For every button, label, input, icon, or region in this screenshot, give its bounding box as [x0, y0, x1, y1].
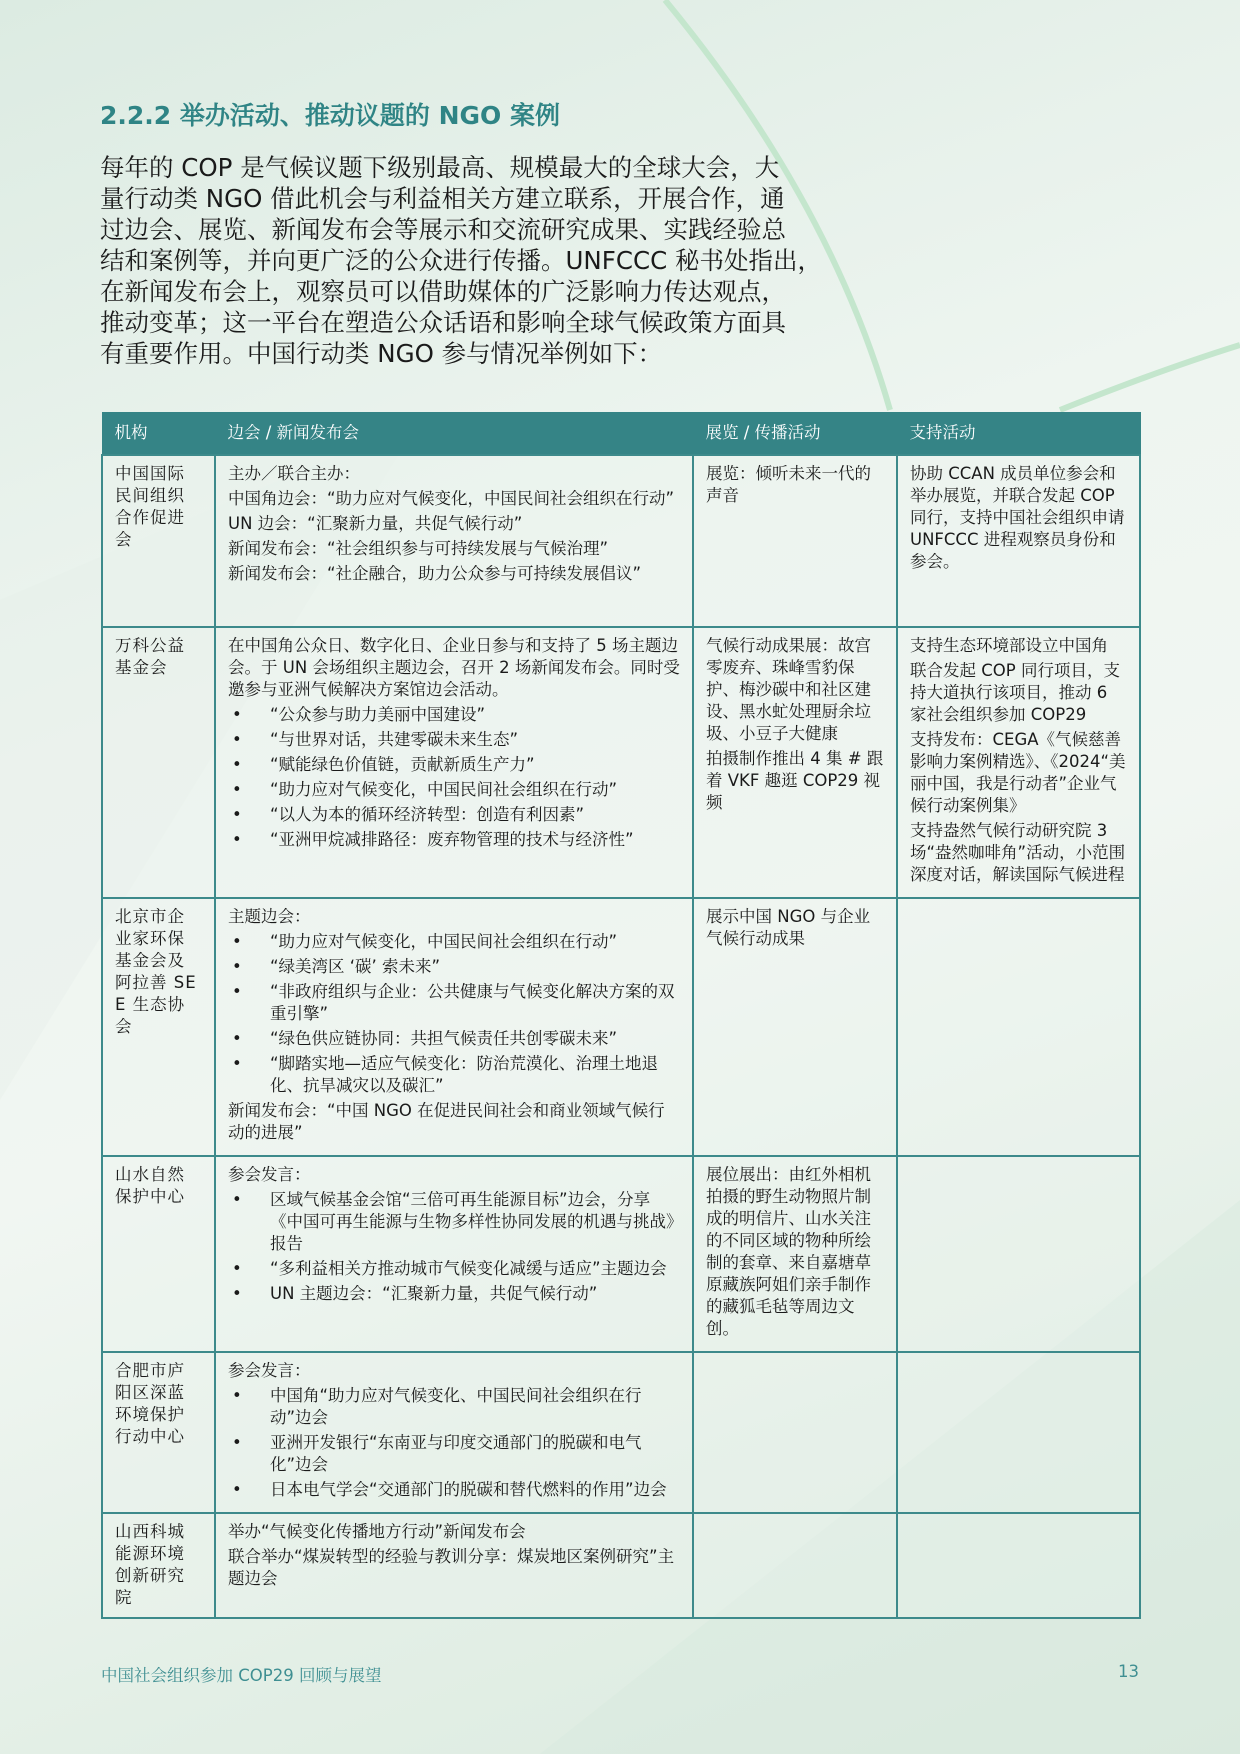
cell-support: [897, 627, 1140, 898]
table-row: [102, 1513, 1140, 1618]
event-bullet-item: [228, 704, 680, 726]
bullet-icon: •: [232, 982, 242, 1001]
bullet-icon: •: [232, 1284, 242, 1303]
support-paragraph: 支持发布：CEGA《气候慈善影响力案例精选》、《2024“美丽中国，我是行动者”企业气候行动案例集》: [910, 730, 1126, 815]
event-bullet-item: [228, 1189, 680, 1255]
exhibition-paragraph: 气候行动成果展：故宫零废弃、珠峰雪豹保护、梅沙碳中和社区建设、黑水虻处理厨余垃圾、小豆子大健康: [706, 636, 871, 743]
cell-org: 合肥市庐阳区深蓝环境保护行动中心: [102, 1352, 215, 1513]
event-paragraph: 举办“气候变化传播地方行动”新闻发布会: [228, 1522, 526, 1541]
event-bullet-item: [228, 1479, 680, 1501]
cell-org: 万科公益基金会: [102, 627, 215, 898]
event-bullet-item: [228, 931, 680, 953]
bullet-text: 亚洲开发银行“东南亚与印度交通部门的脱碳和电气化”边会: [270, 1433, 642, 1474]
exhibition-paragraph: 展示中国 NGO 与企业气候行动成果: [706, 907, 871, 948]
event-bullet-item: [228, 956, 680, 978]
event-paragraph: 参会发言：: [228, 1361, 311, 1380]
table-row: [102, 1156, 1140, 1352]
intro-line: 结和案例等，并向更广泛的公众进行传播。UNFCCC 秘书处指出，: [100, 246, 822, 275]
cell-events: [215, 1513, 693, 1618]
support-paragraph: 协助 CCAN 成员单位参会和举办展览，并联合发起 COP 同行，支持中国社会组织申请 UNFCCC 进程观察员身份和参会。: [910, 464, 1125, 571]
intro-paragraph: [100, 152, 820, 369]
bullet-text: 中国角“助力应对气候变化、中国民间社会组织在行动”边会: [270, 1386, 642, 1427]
table-row: [102, 898, 1140, 1156]
cell-events: [215, 627, 693, 898]
event-bullet-item: [228, 779, 680, 801]
bullet-icon: •: [232, 1029, 242, 1048]
bullet-icon: •: [232, 1386, 242, 1405]
bullet-text: “绿美湾区 ‘碳’ 索未来”: [270, 957, 441, 976]
bullet-text: “非政府组织与企业：公共健康与气候变化解决方案的双重引擎”: [270, 982, 675, 1023]
page-number: 13: [1118, 1662, 1139, 1681]
event-paragraph: 参会发言：: [228, 1165, 311, 1184]
event-bullet-item: [228, 829, 680, 851]
bullet-text: 日本电气学会“交通部门的脱碳和替代燃料的作用”边会: [270, 1480, 667, 1499]
cell-support: [897, 1352, 1140, 1513]
bullet-text: “脚踏实地—适应气候变化：防治荒漠化、治理土地退化、抗旱减灾以及碳汇”: [270, 1054, 659, 1095]
header-org: 机构: [102, 412, 215, 455]
event-paragraph: 在中国角公众日、数字化日、企业日参与和支持了 5 场主题边会。于 UN 会场组织主题边会，召开 2 场新闻发布会。同时受邀参与亚洲气候解决方案馆边会活动。: [228, 636, 680, 699]
exhibition-paragraph: 拍摄制作推出 4 集 # 跟着 VKF 趣逛 COP29 视频: [706, 749, 884, 812]
intro-line: 在新闻发布会上，观察员可以借助媒体的广泛影响力传达观点，: [100, 277, 786, 306]
cell-org: 中国国际民间组织合作促进会: [102, 455, 215, 627]
cell-exhibition: [693, 627, 897, 898]
event-bullet-item: [228, 981, 680, 1025]
bullet-icon: •: [232, 805, 242, 824]
bullet-icon: •: [232, 1433, 242, 1452]
event-paragraph: 新闻发布会：“中国 NGO 在促进民间社会和商业领域气候行动的进展”: [228, 1101, 665, 1142]
event-bullet-item: [228, 1432, 680, 1476]
intro-line: 推动变革；这一平台在塑造公众话语和影响全球气候政策方面具: [100, 308, 786, 337]
exhibition-paragraph: 展位展出：由红外相机拍摄的野生动物照片制成的明信片、山水关注的不同区域的物种所绘制的套章、来自嘉塘草原藏族阿姐们亲手制作的藏狐毛毡等周边文创。: [706, 1165, 871, 1338]
bullet-icon: •: [232, 730, 242, 749]
cell-support: [897, 455, 1140, 627]
event-bullet-item: [228, 1385, 680, 1429]
ngo-cases-table: [101, 412, 1141, 1619]
bullet-text: UN 主题边会：“汇聚新力量，共促气候行动”: [270, 1284, 598, 1303]
footer-title: 中国社会组织参加 COP29 回顾与展望: [101, 1666, 382, 1685]
intro-line: 每年的 COP 是气候议题下级别最高、规模最大的全球大会，大: [100, 153, 780, 182]
cell-org: 山西科城能源环境创新研究院: [102, 1513, 215, 1618]
event-paragraph: 新闻发布会：“社会组织参与可持续发展与气候治理”: [228, 539, 609, 558]
cell-events: [215, 455, 693, 627]
table-header-row: [102, 412, 1140, 455]
bullet-icon: •: [232, 830, 242, 849]
event-paragraph: 中国角边会：“助力应对气候变化，中国民间社会组织在行动”: [228, 489, 675, 508]
cell-exhibition: [693, 1156, 897, 1352]
table-row: [102, 455, 1140, 627]
bullet-icon: •: [232, 705, 242, 724]
intro-line: 有重要作用。中国行动类 NGO 参与情况举例如下：: [100, 339, 663, 368]
table-row: [102, 627, 1140, 898]
event-bullet-item: [228, 1053, 680, 1097]
support-paragraph: 支持盎然气候行动研究院 3 场“盎然咖啡角”活动，小范围深度对话，解读国际气候进程: [910, 821, 1126, 884]
cell-exhibition: [693, 455, 897, 627]
bullet-text: “亚洲甲烷减排路径：废弃物管理的技术与经济性”: [270, 830, 634, 849]
section-heading: 2.2.2 举办活动、推动议题的 NGO 案例: [100, 101, 560, 130]
header-events: 边会 / 新闻发布会: [215, 412, 693, 455]
bullet-icon: •: [232, 957, 242, 976]
event-bullet-item: [228, 729, 680, 751]
exhibition-paragraph: 展览：倾听未来一代的声音: [706, 464, 871, 505]
header-exhibition: 展览 / 传播活动: [693, 412, 897, 455]
event-paragraph: 新闻发布会：“社企融合，助力公众参与可持续发展倡议”: [228, 564, 642, 583]
event-bullet-item: [228, 1258, 680, 1280]
bullet-text: “公众参与助力美丽中国建设”: [270, 705, 486, 724]
bullet-text: “以人为本的循环经济转型：创造有利因素”: [270, 805, 585, 824]
bullet-text: “赋能绿色价值链，贡献新质生产力”: [270, 755, 535, 774]
header-support: 支持活动: [897, 412, 1140, 455]
event-bullet-item: [228, 1283, 680, 1305]
table-row: [102, 1352, 1140, 1513]
cell-support: [897, 898, 1140, 1156]
cell-events: [215, 898, 693, 1156]
event-paragraph: 主题边会：: [228, 907, 311, 926]
cell-events: [215, 1156, 693, 1352]
cell-exhibition: [693, 1352, 897, 1513]
cell-exhibition: [693, 1513, 897, 1618]
bullet-icon: •: [232, 932, 242, 951]
bullet-icon: •: [232, 1480, 242, 1499]
cell-exhibition: [693, 898, 897, 1156]
event-bullet-item: [228, 1028, 680, 1050]
bullet-icon: •: [232, 780, 242, 799]
intro-line: 量行动类 NGO 借此机会与利益相关方建立联系，开展合作，通: [100, 184, 785, 213]
bullet-text: “助力应对气候变化，中国民间社会组织在行动”: [270, 780, 618, 799]
cell-support: [897, 1156, 1140, 1352]
bullet-text: “多利益相关方推动城市气候变化减缓与适应”主题边会: [270, 1259, 667, 1278]
bullet-text: “绿色供应链协同：共担气候责任共创零碳未来”: [270, 1029, 618, 1048]
cell-org: 北京市企业家环保基金会及阿拉善 SEE 生态协会: [102, 898, 215, 1156]
bullet-icon: •: [232, 1259, 242, 1278]
event-paragraph: UN 边会：“汇聚新力量，共促气候行动”: [228, 514, 523, 533]
event-paragraph: 联合举办“煤炭转型的经验与教训分享：煤炭地区案例研究”主题边会: [228, 1547, 675, 1588]
bullet-icon: •: [232, 755, 242, 774]
intro-line: 过边会、展览、新闻发布会等展示和交流研究成果、实践经验总: [100, 215, 786, 244]
event-bullet-item: [228, 804, 680, 826]
support-paragraph: 支持生态环境部设立中国角: [910, 636, 1108, 655]
bullet-icon: •: [232, 1054, 242, 1073]
bullet-icon: •: [232, 1190, 242, 1209]
event-paragraph: 主办／联合主办：: [228, 464, 360, 483]
bullet-text: “与世界对话，共建零碳未来生态”: [270, 730, 519, 749]
event-bullet-item: [228, 754, 680, 776]
bullet-text: 区域气候基金会馆“三倍可再生能源目标”边会，分享《中国可再生能源与生物多样性协同发展的机遇与挑战》报告: [270, 1190, 675, 1253]
cell-org: 山水自然保护中心: [102, 1156, 215, 1352]
support-paragraph: 联合发起 COP 同行项目，支持大道执行该项目，推动 6 家社会组织参加 COP29: [910, 661, 1120, 724]
cell-support: [897, 1513, 1140, 1618]
cell-events: [215, 1352, 693, 1513]
bullet-text: “助力应对气候变化，中国民间社会组织在行动”: [270, 932, 618, 951]
